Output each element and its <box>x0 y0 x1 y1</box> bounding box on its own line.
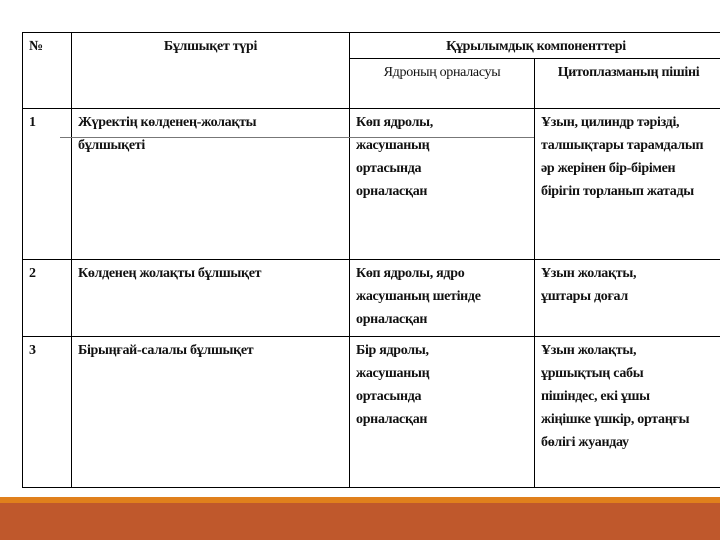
cytoplasm-shape: Ұзын жолақты, ұршықтың сабы пішіндес, екі ұшы жіңішке үшкір, ортаңғы бөлігі жуандау <box>535 337 720 488</box>
tissue-type: Жүректің көлденең-жолақты бұлшықеті <box>72 109 350 260</box>
muscle-tissue-table <box>22 32 720 488</box>
table-row <box>23 109 720 260</box>
row-number: 1 <box>23 109 72 260</box>
row-number: 3 <box>23 337 72 488</box>
footer-bar <box>0 503 720 540</box>
table-row <box>23 260 720 337</box>
row-number: 2 <box>23 260 72 337</box>
table-row <box>23 337 720 488</box>
header-number: № <box>23 33 72 109</box>
nucleus-location: Көп ядролы, ядро жасушаның шетінде орналасқан <box>350 260 535 337</box>
nucleus-location: Бір ядролы, жасушаның ортасында орналасқан <box>350 337 535 488</box>
header-row <box>23 33 720 59</box>
tissue-type: Көлденең жолақты бұлшықет <box>72 260 350 337</box>
header-components: Құрылымдық компоненттері <box>350 33 720 59</box>
header-nucleus-location: Ядроның орналасуы <box>350 59 535 109</box>
tissue-type: Бірыңғай-салалы бұлшықет <box>72 337 350 488</box>
stray-divider-line <box>60 137 534 138</box>
header-cytoplasm-shape: Цитоплазманың пішіні <box>535 59 720 109</box>
header-tissue-type: Бұлшықет түрі <box>72 33 350 109</box>
cytoplasm-shape: Ұзын, цилиндр тәрізді, талшықтары тарамдалып әр жерінен бір-бірімен бірігіп торланып жатады <box>535 109 720 260</box>
cytoplasm-shape: Ұзын жолақты, ұштары доғал <box>535 260 720 337</box>
nucleus-location: Көп ядролы, жасушаның ортасында орналасқан <box>350 109 535 260</box>
